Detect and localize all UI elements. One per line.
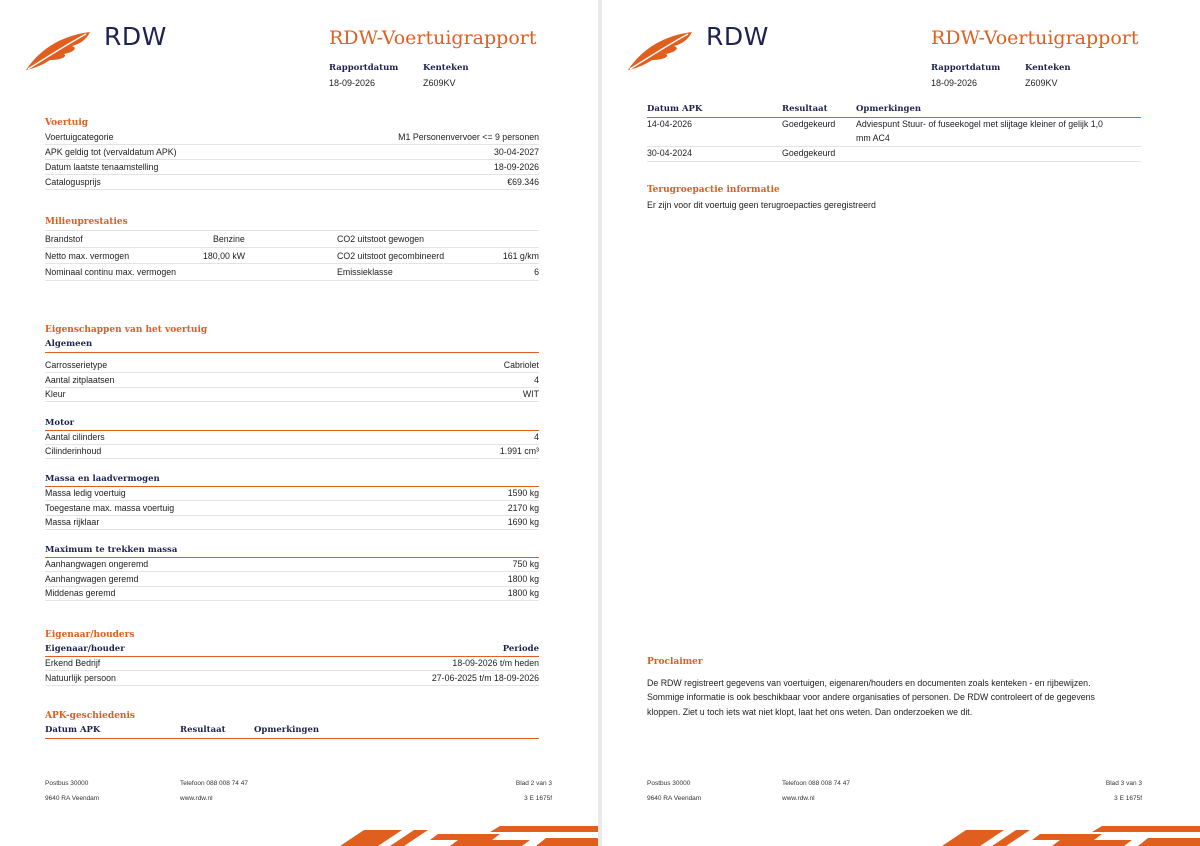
plate-label: Kenteken	[423, 63, 469, 73]
plate-value: Z609KV	[423, 78, 456, 88]
table-row	[45, 358, 539, 373]
section-title-environment: Milieuprestaties	[45, 217, 128, 227]
row-label: Kleur	[45, 388, 66, 399]
section-divider	[647, 117, 1141, 118]
subsection-title-motor: Motor	[45, 418, 75, 428]
table-row	[45, 175, 539, 190]
footer-address-line1: Postbus 30000	[647, 780, 691, 787]
row-value: 18-09-2026 t/m heden	[452, 657, 539, 668]
section-title-disclaimer: Proclaimer	[647, 657, 703, 667]
row-value: 2170 kg	[507, 502, 539, 513]
row-divider	[647, 146, 1141, 147]
decorative-stripes-icon	[942, 824, 1200, 846]
footer-address-line2: 9640 RA Veendam	[647, 795, 702, 802]
recall-text: Er zijn voor dit voertuig geen terugroepacties geregistreerd	[647, 200, 876, 210]
footer-website-link[interactable]: www.rdw.nl	[782, 795, 815, 802]
rdw-feather-logo-icon	[626, 22, 698, 72]
row-label: Datum laatste tenaamstelling	[45, 161, 159, 172]
table-row	[45, 557, 539, 572]
report-date-value: 18-09-2026	[329, 78, 376, 88]
subsection-title-towing: Maximum te trekken massa	[45, 545, 178, 555]
plate-block	[1025, 63, 1071, 88]
row-label: Catalogusprijs	[45, 176, 101, 187]
apk-notes-line1: Adviespunt Stuur- of fuseekogel met slijtage kleiner of gelijk 1,0	[856, 119, 1103, 129]
apk-date-cell: 14-04-2026	[647, 119, 692, 129]
table-row	[45, 515, 539, 530]
row-value: 30-04-2027	[494, 146, 539, 157]
decorative-stripes-icon	[340, 824, 598, 846]
row-value: Cabriolet	[503, 359, 539, 370]
footer-page-number: Blad 2 van 3	[515, 780, 552, 787]
table-row	[45, 656, 539, 671]
report-page-3	[602, 0, 1200, 846]
table-row	[45, 387, 539, 402]
table-row	[45, 671, 539, 686]
report-date-label: Rapportdatum	[931, 63, 1001, 73]
env-value: 180,00 kW	[203, 250, 246, 261]
disclaimer-line1: De RDW registreert gegevens van voertuigen, eigenaren/houders en documenten zoals kenteken - en rijbewijzen.	[647, 678, 1091, 688]
row-label: Toegestane max. massa voertuig	[45, 502, 175, 513]
footer-phone: Telefoon 088 008 74 47	[180, 780, 248, 787]
row-label: APK geldig tot (vervaldatum APK)	[45, 146, 177, 157]
row-label: Middenas geremd	[45, 587, 116, 598]
column-header-apk-result: Resultaat	[782, 104, 828, 114]
env-value: Benzine	[213, 234, 245, 244]
footer-phone: Telefoon 088 008 74 47	[782, 780, 850, 787]
report-page-2	[0, 0, 598, 846]
column-header-apk-result: Resultaat	[180, 725, 226, 735]
subsection-title-general: Algemeen	[45, 339, 93, 349]
footer-website-link[interactable]: www.rdw.nl	[180, 795, 213, 802]
table-row	[45, 373, 539, 388]
env-value: 161 g/km	[502, 250, 539, 261]
section-title-recall: Terugroepactie informatie	[647, 185, 780, 195]
row-value: 750 kg	[512, 558, 539, 569]
table-row	[45, 248, 539, 265]
row-value: WIT	[522, 388, 539, 399]
footer-doc-code: 3 E 1675f	[524, 795, 552, 802]
apk-result-cell: Goedgekeurd	[782, 148, 836, 158]
row-value: 1800 kg	[507, 573, 539, 584]
env-label: Brandstof	[45, 234, 83, 244]
column-header-apk-notes: Opmerkingen	[856, 104, 922, 114]
row-label: Aanhangwagen geremd	[45, 573, 139, 584]
table-row	[45, 444, 539, 459]
footer-address-line1: Postbus 30000	[45, 780, 89, 787]
column-header-apk-date: Datum APK	[45, 725, 101, 735]
footer-doc-code: 3 E 1675f	[1114, 795, 1142, 802]
plate-value: Z609KV	[1025, 78, 1058, 88]
subsection-title-mass: Massa en laadvermogen	[45, 474, 160, 484]
env-label: Netto max. vermogen	[45, 250, 130, 261]
table-row	[45, 501, 539, 516]
row-label: Aanhangwagen ongeremd	[45, 558, 149, 569]
apk-notes-line2: mm AC4	[856, 133, 890, 143]
rdw-logo-text: RDW	[706, 22, 769, 51]
document-title: RDW-Voertuigrapport	[931, 27, 1139, 49]
row-value: 4	[534, 374, 539, 385]
env-label: CO2 uitstoot gecombineerd	[337, 250, 445, 261]
section-divider	[45, 738, 539, 739]
row-value: 1.991 cm³	[499, 445, 539, 456]
table-row	[45, 231, 539, 248]
row-value: 18-09-2026	[494, 161, 539, 172]
table-row	[45, 572, 539, 587]
section-title-vehicle: Voertuig	[45, 118, 89, 128]
rdw-feather-logo-icon	[24, 22, 96, 72]
column-header-owner: Eigenaar/houder	[45, 644, 125, 654]
plate-label: Kenteken	[1025, 63, 1071, 73]
apk-result-cell: Goedgekeurd	[782, 119, 836, 129]
table-row	[45, 130, 539, 145]
report-date-label: Rapportdatum	[329, 63, 399, 73]
row-label: Aantal zitplaatsen	[45, 374, 115, 385]
row-label: Carrosserietype	[45, 359, 108, 370]
column-header-period: Periode	[502, 644, 539, 654]
env-label: CO2 uitstoot gewogen	[337, 234, 425, 244]
document-title: RDW-Voertuigrapport	[329, 27, 537, 49]
footer-page-number: Blad 3 van 3	[1105, 780, 1142, 787]
row-label: Aantal cilinders	[45, 431, 105, 442]
footer-address-line2: 9640 RA Veendam	[45, 795, 100, 802]
env-label: Emissieklasse	[337, 267, 393, 277]
row-label: Massa ledig voertuig	[45, 487, 126, 498]
rdw-logo-text: RDW	[104, 22, 167, 51]
row-value: 1690 kg	[507, 516, 539, 527]
env-label: Nominaal continu max. vermogen	[45, 267, 177, 277]
section-title-owners: Eigenaar/houders	[45, 630, 135, 640]
row-value: 4	[534, 431, 539, 442]
report-date-block	[931, 63, 1000, 88]
disclaimer-line3: kloppen. Ziet u toch iets wat niet klopt, laat het ons weten. Dan onderzoeken we dit.	[647, 707, 973, 717]
row-value: 27-06-2025 t/m 18-09-2026	[431, 672, 539, 683]
column-header-apk-notes: Opmerkingen	[254, 725, 320, 735]
row-value: 1590 kg	[507, 487, 539, 498]
env-value: 6	[534, 267, 539, 277]
apk-date-cell: 30-04-2024	[647, 148, 692, 158]
column-header-apk-date: Datum APK	[647, 104, 703, 114]
section-title-apk: APK-geschiedenis	[45, 711, 135, 721]
row-value: 1800 kg	[507, 587, 539, 598]
report-date-value: 18-09-2026	[931, 78, 978, 88]
report-date-block	[329, 63, 398, 88]
table-row	[45, 430, 539, 445]
table-row	[45, 160, 539, 175]
table-row	[45, 586, 539, 601]
table-row	[45, 486, 539, 501]
row-value: €69.346	[507, 176, 539, 187]
row-label: Natuurlijk persoon	[45, 672, 116, 683]
row-value: M1 Personenvervoer <= 9 personen	[398, 131, 539, 142]
section-divider	[45, 352, 539, 353]
row-label: Cilinderinhoud	[45, 445, 102, 456]
environment-table	[45, 230, 539, 281]
table-row	[45, 145, 539, 160]
row-label: Massa rijklaar	[45, 516, 100, 527]
row-divider	[647, 161, 1141, 162]
disclaimer-line2: Sommige informatie is ook beschikbaar voor andere organisaties of personen. De RDW controleert of de gegevens	[647, 692, 1095, 702]
row-label: Erkend Bedrijf	[45, 657, 101, 668]
section-title-properties: Eigenschappen van het voertuig	[45, 325, 208, 335]
plate-block	[423, 63, 469, 88]
row-label: Voertuigcategorie	[45, 131, 114, 142]
table-row	[45, 264, 539, 281]
